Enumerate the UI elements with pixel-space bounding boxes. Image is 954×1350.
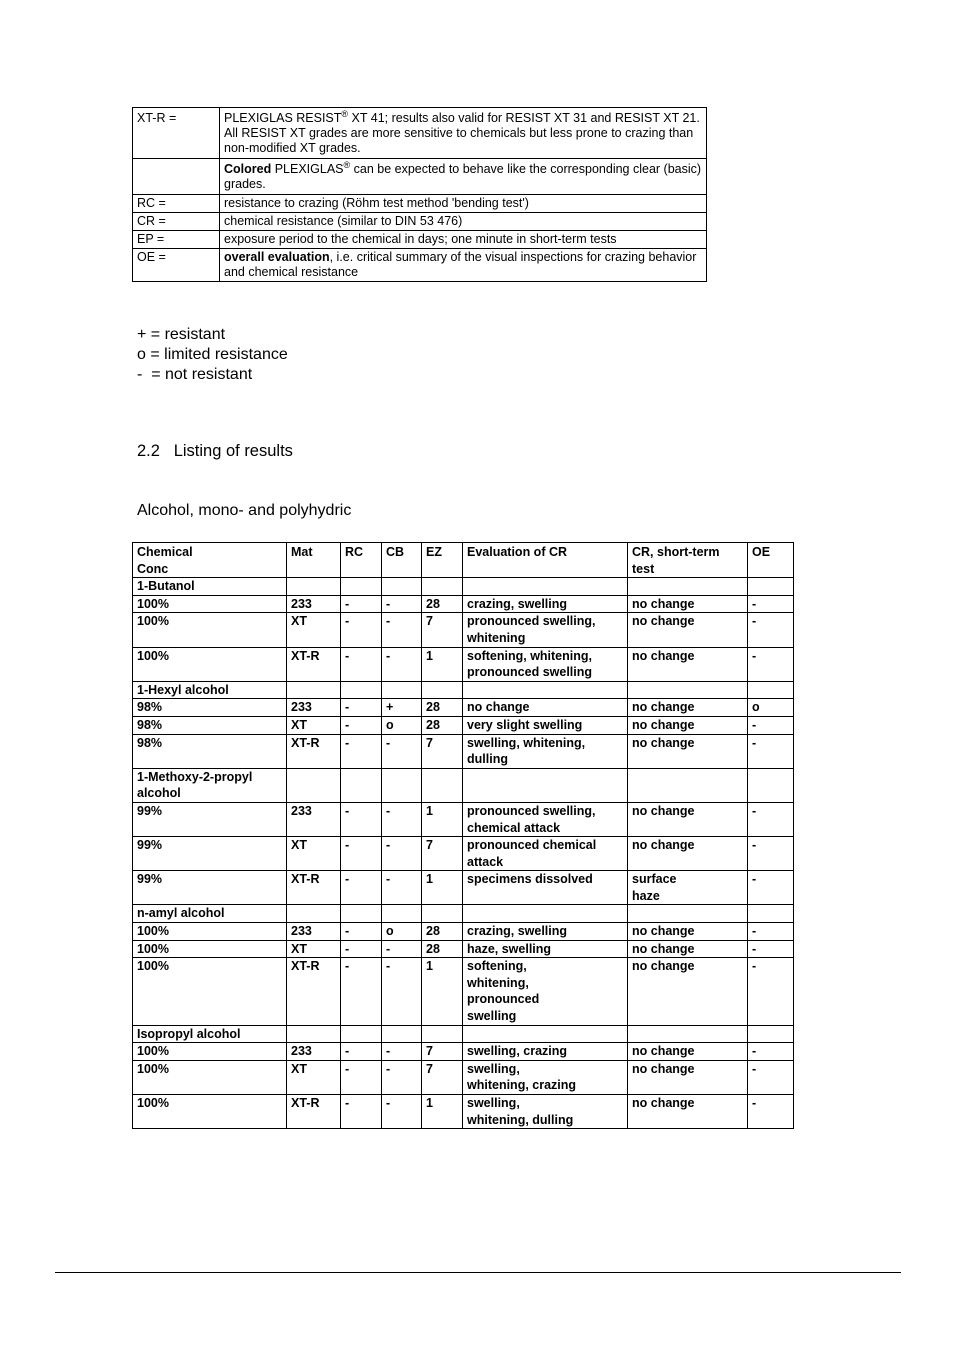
- cell-cr-short-term: no change: [628, 699, 748, 717]
- cell-rc: -: [341, 837, 382, 871]
- cell-cb: -: [382, 802, 422, 836]
- cell-conc: 100%: [133, 958, 287, 1025]
- cell-evaluation: haze, swelling: [463, 940, 628, 958]
- cell-cr-short-term: no change: [628, 940, 748, 958]
- empty-cell: [341, 1025, 382, 1043]
- cell-oe: -: [748, 871, 794, 905]
- cell-ez: 28: [422, 699, 463, 717]
- header-mat: Mat: [287, 543, 341, 578]
- header-oe: OE: [748, 543, 794, 578]
- cell-cb: -: [382, 1095, 422, 1129]
- legend-abbreviation: [133, 159, 220, 195]
- empty-cell: [422, 681, 463, 699]
- cell-ez: 7: [422, 837, 463, 871]
- table-row: [133, 837, 794, 871]
- cell-mat: 233: [287, 923, 341, 941]
- cell-evaluation: swelling, whitening, dulling: [463, 734, 628, 768]
- cell-cr-short-term: no change: [628, 958, 748, 1025]
- cell-conc: 100%: [133, 923, 287, 941]
- cell-cr-short-term: no change: [628, 595, 748, 613]
- cell-rc: -: [341, 647, 382, 681]
- cell-ez: 7: [422, 1060, 463, 1094]
- cell-mat: 233: [287, 802, 341, 836]
- table-header-row: [133, 543, 794, 578]
- cell-cb: -: [382, 940, 422, 958]
- empty-cell: [287, 1025, 341, 1043]
- legend-abbreviation: CR =: [133, 213, 220, 231]
- empty-cell: [628, 905, 748, 923]
- chemical-group-row: [133, 1025, 794, 1043]
- cell-rc: -: [341, 1095, 382, 1129]
- cell-conc: 100%: [133, 940, 287, 958]
- cell-cr-short-term: no change: [628, 923, 748, 941]
- table-row: [133, 802, 794, 836]
- chemical-name: n-amyl alcohol: [133, 905, 287, 923]
- cell-conc: 100%: [133, 1095, 287, 1129]
- cell-cr-short-term: no change: [628, 837, 748, 871]
- cell-mat: 233: [287, 595, 341, 613]
- cell-ez: 7: [422, 734, 463, 768]
- cell-oe: -: [748, 647, 794, 681]
- legend-row: [133, 249, 707, 282]
- chemical-group-row: [133, 578, 794, 596]
- legend-row: [133, 213, 707, 231]
- cell-mat: XT: [287, 1060, 341, 1094]
- cell-mat: XT-R: [287, 734, 341, 768]
- cell-cb: o: [382, 923, 422, 941]
- table-row: [133, 958, 794, 1025]
- empty-cell: [287, 905, 341, 923]
- key-limited-resistance: o = limited resistance: [137, 346, 288, 363]
- cell-ez: 1: [422, 871, 463, 905]
- cell-evaluation: pronounced swelling, whitening: [463, 613, 628, 647]
- cell-ez: 28: [422, 716, 463, 734]
- cell-evaluation: swelling, whitening, crazing: [463, 1060, 628, 1094]
- cell-ez: 1: [422, 802, 463, 836]
- table-row: [133, 1043, 794, 1061]
- empty-cell: [628, 768, 748, 802]
- cell-cb: -: [382, 595, 422, 613]
- cell-evaluation: pronounced swelling, chemical attack: [463, 802, 628, 836]
- legend-description: overall evaluation, i.e. critical summary of the visual inspections for crazing behavior and chemical resistance: [220, 249, 707, 282]
- cell-rc: -: [341, 699, 382, 717]
- cell-conc: 100%: [133, 1060, 287, 1094]
- table-row: [133, 613, 794, 647]
- legend-description: chemical resistance (similar to DIN 53 476): [220, 213, 707, 231]
- cell-oe: -: [748, 1043, 794, 1061]
- cell-rc: -: [341, 1060, 382, 1094]
- cell-cr-short-term: surface haze: [628, 871, 748, 905]
- legend-description: exposure period to the chemical in days; one minute in short-term tests: [220, 231, 707, 249]
- cell-cb: o: [382, 716, 422, 734]
- empty-cell: [422, 578, 463, 596]
- table-row: [133, 699, 794, 717]
- empty-cell: [463, 578, 628, 596]
- cell-evaluation: pronounced chemical attack: [463, 837, 628, 871]
- cell-evaluation: softening, whitening, pronounced swelling: [463, 958, 628, 1025]
- empty-cell: [628, 681, 748, 699]
- cell-conc: 99%: [133, 837, 287, 871]
- key-not-resistant: - = not resistant: [137, 366, 253, 383]
- cell-mat: XT: [287, 837, 341, 871]
- table-row: [133, 647, 794, 681]
- table-row: [133, 734, 794, 768]
- cell-cr-short-term: no change: [628, 802, 748, 836]
- table-row: [133, 923, 794, 941]
- cell-evaluation: crazing, swelling: [463, 595, 628, 613]
- legend-abbreviation: EP =: [133, 231, 220, 249]
- cell-cr-short-term: no change: [628, 1043, 748, 1061]
- cell-rc: -: [341, 1043, 382, 1061]
- cell-cb: -: [382, 871, 422, 905]
- cell-rc: -: [341, 716, 382, 734]
- empty-cell: [422, 768, 463, 802]
- cell-evaluation: swelling, crazing: [463, 1043, 628, 1061]
- results-table: [132, 542, 794, 1129]
- cell-evaluation: softening, whitening, pronounced swelling: [463, 647, 628, 681]
- cell-conc: 100%: [133, 1043, 287, 1061]
- cell-rc: -: [341, 613, 382, 647]
- empty-cell: [341, 905, 382, 923]
- legend-abbreviation: RC =: [133, 195, 220, 213]
- cell-evaluation: specimens dissolved: [463, 871, 628, 905]
- cell-mat: XT-R: [287, 958, 341, 1025]
- empty-cell: [463, 1025, 628, 1043]
- cell-rc: -: [341, 871, 382, 905]
- header-rc: RC: [341, 543, 382, 578]
- empty-cell: [341, 768, 382, 802]
- cell-rc: -: [341, 923, 382, 941]
- cell-cb: -: [382, 1060, 422, 1094]
- chemical-name: 1-Butanol: [133, 578, 287, 596]
- cell-ez: 7: [422, 613, 463, 647]
- legend-row: [133, 108, 707, 159]
- cell-evaluation: swelling, whitening, dulling: [463, 1095, 628, 1129]
- chemical-name: 1-Hexyl alcohol: [133, 681, 287, 699]
- empty-cell: [382, 1025, 422, 1043]
- empty-cell: [341, 578, 382, 596]
- footer-divider: [55, 1272, 901, 1273]
- cell-mat: XT-R: [287, 871, 341, 905]
- category-heading: Alcohol, mono- and polyhydric: [137, 502, 352, 519]
- cell-oe: -: [748, 1095, 794, 1129]
- cell-conc: 100%: [133, 595, 287, 613]
- cell-ez: 7: [422, 1043, 463, 1061]
- empty-cell: [748, 578, 794, 596]
- empty-cell: [748, 905, 794, 923]
- cell-mat: 233: [287, 1043, 341, 1061]
- legend-abbreviation: XT-R =: [133, 108, 220, 159]
- header-evaluation-of-cr: Evaluation of CR: [463, 543, 628, 578]
- empty-cell: [341, 681, 382, 699]
- cell-oe: -: [748, 958, 794, 1025]
- cell-conc: 99%: [133, 871, 287, 905]
- header-cb: CB: [382, 543, 422, 578]
- cell-oe: o: [748, 699, 794, 717]
- header-chemical-conc: Chemical Conc: [133, 543, 287, 578]
- empty-cell: [382, 905, 422, 923]
- chemical-name: 1-Methoxy-2-propyl alcohol: [133, 768, 287, 802]
- cell-conc: 99%: [133, 802, 287, 836]
- empty-cell: [463, 768, 628, 802]
- cell-mat: XT-R: [287, 647, 341, 681]
- empty-cell: [382, 578, 422, 596]
- cell-ez: 28: [422, 923, 463, 941]
- chemical-name: Isopropyl alcohol: [133, 1025, 287, 1043]
- cell-cr-short-term: no change: [628, 716, 748, 734]
- cell-conc: 100%: [133, 647, 287, 681]
- table-row: [133, 595, 794, 613]
- legend-abbreviation: OE =: [133, 249, 220, 282]
- legend-description: PLEXIGLAS RESIST® XT 41; results also valid for RESIST XT 31 and RESIST XT 21. All RESIST XT grades are more sensitive to chemicals but less prone to crazing than non-modified XT grades.: [220, 108, 707, 159]
- cell-oe: -: [748, 734, 794, 768]
- cell-cb: +: [382, 699, 422, 717]
- cell-rc: -: [341, 734, 382, 768]
- chemical-group-row: [133, 681, 794, 699]
- table-row: [133, 1095, 794, 1129]
- empty-cell: [628, 1025, 748, 1043]
- cell-rc: -: [341, 802, 382, 836]
- cell-oe: -: [748, 716, 794, 734]
- cell-evaluation: very slight swelling: [463, 716, 628, 734]
- empty-cell: [748, 681, 794, 699]
- cell-cb: -: [382, 734, 422, 768]
- cell-cb: -: [382, 647, 422, 681]
- legend-description: Colored PLEXIGLAS® can be expected to behave like the corresponding clear (basic) grades.: [220, 159, 707, 195]
- legend-row: [133, 231, 707, 249]
- table-row: [133, 1060, 794, 1094]
- table-row: [133, 940, 794, 958]
- cell-cr-short-term: no change: [628, 647, 748, 681]
- cell-cr-short-term: no change: [628, 1095, 748, 1129]
- cell-mat: XT: [287, 940, 341, 958]
- table-row: [133, 871, 794, 905]
- cell-evaluation: no change: [463, 699, 628, 717]
- table-row: [133, 716, 794, 734]
- empty-cell: [382, 768, 422, 802]
- chemical-group-row: [133, 905, 794, 923]
- legend-description: resistance to crazing (Röhm test method 'bending test'): [220, 195, 707, 213]
- legend-row: [133, 195, 707, 213]
- empty-cell: [382, 681, 422, 699]
- cell-conc: 98%: [133, 734, 287, 768]
- cell-rc: -: [341, 595, 382, 613]
- cell-ez: 1: [422, 958, 463, 1025]
- cell-conc: 100%: [133, 613, 287, 647]
- cell-mat: 233: [287, 699, 341, 717]
- cell-conc: 98%: [133, 716, 287, 734]
- cell-rc: -: [341, 940, 382, 958]
- cell-oe: -: [748, 923, 794, 941]
- cell-cb: -: [382, 837, 422, 871]
- empty-cell: [463, 681, 628, 699]
- cell-ez: 28: [422, 595, 463, 613]
- empty-cell: [422, 905, 463, 923]
- cell-cb: -: [382, 958, 422, 1025]
- header-cr-short-term: CR, short-term test: [628, 543, 748, 578]
- cell-conc: 98%: [133, 699, 287, 717]
- header-ez: EZ: [422, 543, 463, 578]
- empty-cell: [748, 1025, 794, 1043]
- cell-oe: -: [748, 940, 794, 958]
- cell-cb: -: [382, 613, 422, 647]
- cell-cr-short-term: no change: [628, 613, 748, 647]
- cell-cb: -: [382, 1043, 422, 1061]
- cell-oe: -: [748, 613, 794, 647]
- legend-row: [133, 159, 707, 195]
- cell-cr-short-term: no change: [628, 1060, 748, 1094]
- chemical-group-row: [133, 768, 794, 802]
- cell-mat: XT: [287, 613, 341, 647]
- cell-oe: -: [748, 802, 794, 836]
- rating-key: [137, 325, 288, 385]
- cell-ez: 28: [422, 940, 463, 958]
- key-resistant: + = resistant: [137, 326, 226, 343]
- cell-oe: -: [748, 837, 794, 871]
- empty-cell: [287, 578, 341, 596]
- empty-cell: [287, 681, 341, 699]
- empty-cell: [463, 905, 628, 923]
- empty-cell: [748, 768, 794, 802]
- empty-cell: [422, 1025, 463, 1043]
- empty-cell: [628, 578, 748, 596]
- cell-mat: XT: [287, 716, 341, 734]
- cell-evaluation: crazing, swelling: [463, 923, 628, 941]
- section-heading: 2.2 Listing of results: [137, 442, 293, 460]
- cell-cr-short-term: no change: [628, 734, 748, 768]
- cell-mat: XT-R: [287, 1095, 341, 1129]
- cell-ez: 1: [422, 647, 463, 681]
- cell-rc: -: [341, 958, 382, 1025]
- cell-oe: -: [748, 595, 794, 613]
- cell-oe: -: [748, 1060, 794, 1094]
- abbreviation-legend-table: [132, 107, 707, 282]
- empty-cell: [287, 768, 341, 802]
- cell-ez: 1: [422, 1095, 463, 1129]
